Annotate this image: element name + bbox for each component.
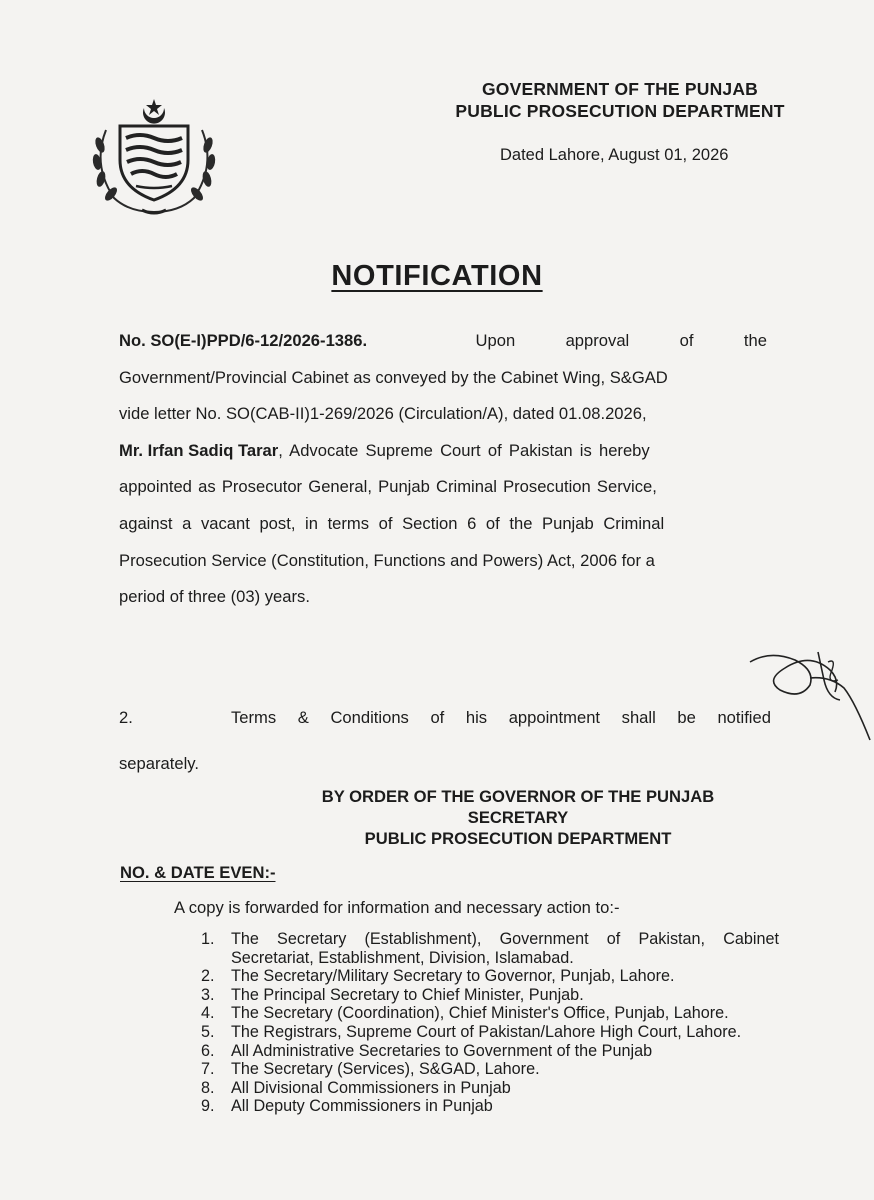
body-text: vide letter No. SO(CAB-II)1-269/2026 (Circulation/A), dated 01.08.2026,: [119, 404, 647, 424]
list-item-number: 1.: [201, 930, 215, 948]
list-item-number: 4.: [201, 1004, 215, 1023]
list-item: [201, 967, 779, 986]
list-item-text: The Secretary (Services), S&GAD, Lahore.: [231, 1060, 540, 1079]
forwarding-line: A copy is forwarded for information and necessary action to:-: [174, 898, 620, 917]
body-word: the: [743, 331, 767, 350]
list-item: [201, 1023, 779, 1042]
list-item-number: 2.: [201, 967, 215, 986]
list-item-number: 9.: [201, 1097, 215, 1116]
order-line-governor: BY ORDER OF THE GOVERNOR OF THE PUNJAB: [321, 787, 715, 806]
body-line-1: [119, 323, 767, 360]
body-line-3: [119, 396, 767, 433]
body-line-6: [119, 506, 767, 543]
list-item: [201, 1097, 779, 1116]
list-item-text: All Deputy Commissioners in Punjab: [231, 1097, 493, 1116]
list-item: [201, 1079, 779, 1098]
paragraph-2: [119, 695, 771, 787]
list-item-text: The Principal Secretary to Chief Minister, Punjab.: [231, 985, 584, 1004]
distribution-list: [201, 930, 779, 1116]
header-government-line: GOVERNMENT OF THE PUNJAB: [481, 79, 759, 99]
list-item: [201, 986, 779, 1005]
appointee-name: Mr. Irfan Sadiq Tarar: [119, 440, 279, 460]
list-item-number: 3.: [201, 985, 215, 1004]
list-item-text: All Administrative Secretaries to Government of the Punjab: [231, 1041, 653, 1060]
list-item: [201, 1004, 779, 1023]
no-and-date-heading: NO. & DATE EVEN:-: [120, 863, 276, 882]
list-item: [201, 1060, 779, 1079]
list-item-text: The Secretary (Coordination), Chief Minister's Office, Punjab, Lahore.: [231, 1004, 729, 1023]
list-item-text: The Secretary/Military Secretary to Governor, Punjab, Lahore.: [231, 967, 675, 986]
body-line-8: [119, 579, 767, 616]
body-word: his: [465, 708, 488, 727]
notification-title-text: NOTIFICATION: [331, 260, 543, 292]
body-word: of: [430, 708, 445, 727]
reference-number: No. SO(E-I)PPD/6-12/2026-1386.: [119, 331, 368, 350]
body-word: of: [679, 331, 694, 350]
body-text: appointed as Prosecutor General, Punjab Criminal Prosecution Service,: [119, 477, 657, 497]
body-word: approval: [565, 331, 630, 350]
paragraph-2-words: [231, 695, 771, 741]
notification-body: [119, 323, 767, 616]
header-department-line: PUBLIC PROSECUTION DEPARTMENT: [455, 101, 785, 121]
body-word: appointment: [508, 708, 601, 727]
list-item-number: 6.: [201, 1041, 215, 1060]
paragraph-2-line-2: separately.: [119, 754, 199, 773]
list-item-number: 7.: [201, 1060, 215, 1079]
list-item-number: 8.: [201, 1078, 215, 1097]
body-text: Government/Provincial Cabinet as conveyed by the Cabinet Wing, S&GAD: [119, 367, 668, 387]
body-word: shall: [621, 708, 656, 727]
body-text: against a vacant post, in terms of Section 6 of the Punjab Criminal: [119, 513, 665, 533]
dated-line: Dated Lahore, August 01, 2026: [500, 146, 729, 164]
list-item-text: The Registrars, Supreme Court of Pakistan/Lahore High Court, Lahore.: [231, 1022, 742, 1041]
body-word: notified: [717, 708, 771, 727]
list-item-number: 5.: [201, 1022, 215, 1041]
list-item-text: All Divisional Commissioners in Punjab: [231, 1078, 511, 1097]
body-line-4: [119, 433, 767, 470]
body-word: be: [677, 708, 696, 727]
body-line-2: [119, 360, 767, 397]
body-text: , Advocate Supreme Court of Pakistan is hereby: [278, 440, 650, 460]
list-item: [201, 930, 779, 967]
notification-title: [0, 260, 874, 293]
body-word: Upon: [475, 331, 516, 350]
body-text: period of three (03) years.: [119, 587, 310, 607]
body-text: Prosecution Service (Constitution, Functions and Powers) Act, 2006 for a: [119, 550, 655, 570]
department-header: [430, 78, 810, 122]
order-line-department: PUBLIC PROSECUTION DEPARTMENT: [364, 829, 672, 848]
order-block: [300, 786, 736, 849]
order-line-secretary: SECRETARY: [467, 808, 569, 827]
list-item-text: The Secretary (Establishment), Government of Pakistan, Cabinet Secretariat, Establishment, Division, Islamabad.: [231, 930, 779, 967]
body-line-7: [119, 543, 767, 580]
list-item: [201, 1042, 779, 1061]
paragraph-2-line-1: [119, 695, 771, 741]
punjab-emblem-icon: [84, 90, 224, 220]
paragraph-number: 2.: [119, 708, 133, 727]
body-line-5: [119, 469, 767, 506]
body-word: Terms: [231, 708, 277, 727]
body-word: Conditions: [330, 708, 409, 727]
body-word: &: [297, 708, 309, 727]
